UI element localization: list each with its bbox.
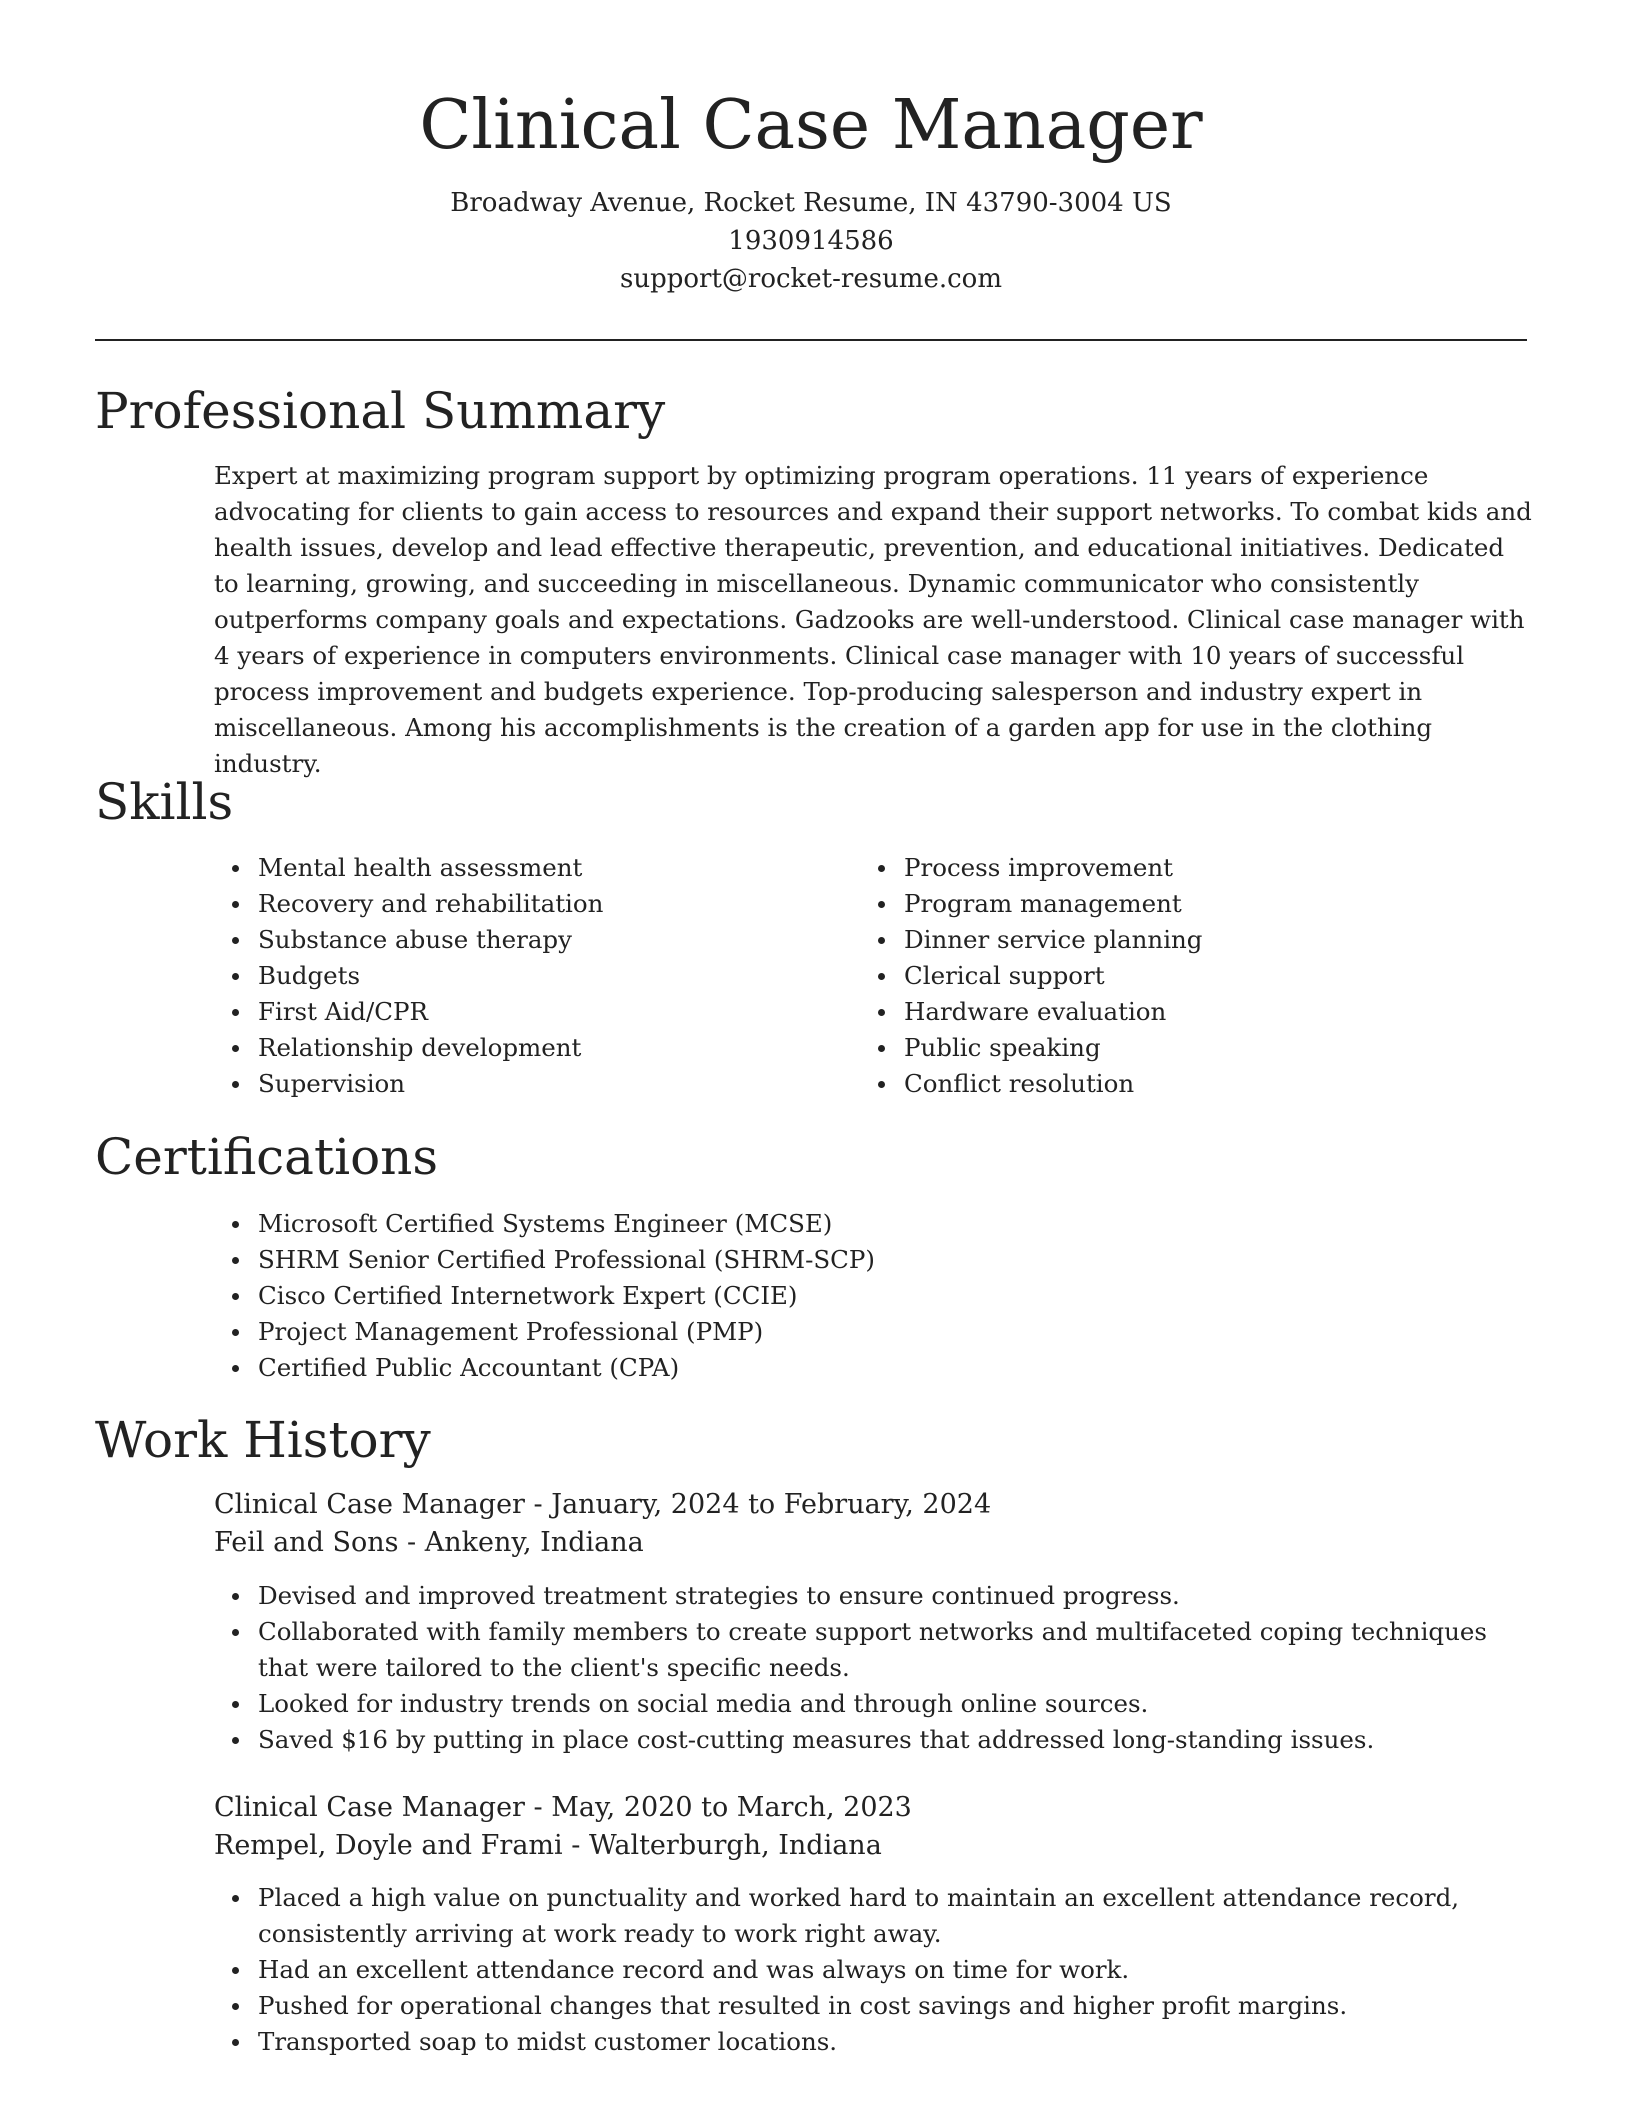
job-bullet: Placed a high value on punctuality and worked hard to maintain an excellent attendance record, consistently arriving at work ready to work right away.: [214, 1880, 1534, 1952]
skill-item: Hardware evaluation: [860, 994, 1500, 1030]
skills-list-right: [860, 850, 1500, 1102]
job-bullet: Devised and improved treatment strategies to ensure continued progress.: [214, 1578, 1534, 1614]
certification-item: Project Management Professional (PMP): [214, 1314, 1214, 1350]
contact-phone: 1930914586: [728, 226, 894, 256]
certification-item: Certified Public Accountant (CPA): [214, 1350, 1214, 1386]
skill-item: Recovery and rehabilitation: [214, 886, 854, 922]
contact-address: Broadway Avenue, Rocket Resume, IN 43790-3004 US: [450, 188, 1172, 218]
contact-email: support@rocket-resume.com: [619, 264, 1002, 294]
skills-list-left: [214, 850, 854, 1102]
skill-item: Relationship development: [214, 1030, 854, 1066]
work-history-heading: Work History: [95, 1411, 431, 1469]
skill-item: Budgets: [214, 958, 854, 994]
resume-name: Clinical Case Manager: [419, 86, 1203, 165]
skill-item: Substance abuse therapy: [214, 922, 854, 958]
skills-heading: Skills: [95, 773, 234, 831]
certification-item: Microsoft Certified Systems Engineer (MCSE): [214, 1206, 1214, 1242]
certifications-list: [214, 1206, 1214, 1386]
contact-block: [95, 184, 1527, 298]
skill-item: Dinner service planning: [860, 922, 1500, 958]
job-company-line: Feil and Sons - Ankeny, Indiana: [214, 1527, 644, 1558]
skill-item: Process improvement: [860, 850, 1500, 886]
certifications-heading: Certifications: [95, 1128, 439, 1186]
job-bullet-list: [214, 1578, 1534, 1758]
job-bullet: Looked for industry trends on social media and through online sources.: [214, 1686, 1534, 1722]
skill-item: Clerical support: [860, 958, 1500, 994]
skill-item: Mental health assessment: [214, 850, 854, 886]
job-company-line: Rempel, Doyle and Frami - Walterburgh, Indiana: [214, 1830, 882, 1861]
certification-item: Cisco Certified Internetwork Expert (CCIE): [214, 1278, 1214, 1314]
job-bullet: Had an excellent attendance record and was always on time for work.: [214, 1952, 1534, 1988]
job-title-line: Clinical Case Manager - May, 2020 to March, 2023: [214, 1792, 912, 1823]
skill-item: Public speaking: [860, 1030, 1500, 1066]
resume-header: [95, 78, 1527, 298]
summary-heading: Professional Summary: [95, 382, 666, 440]
skill-item: Conflict resolution: [860, 1066, 1500, 1102]
certification-item: SHRM Senior Certified Professional (SHRM-SCP): [214, 1242, 1214, 1278]
skill-item: First Aid/CPR: [214, 994, 854, 1030]
summary-text: Expert at maximizing program support by optimizing program operations. 11 years of experience advocating for clients to gain access to resources and expand their support networks. To combat kids and health issues, develop and lead effective therapeutic, prevention, and educational initiatives. Dedicated to learning, growing, and succeeding in miscellaneous. Dynamic communicator who consistently outperforms company goals and expectations. Gadzooks are well-understood. Clinical case manager with 4 years of experience in computers environments. Clinical case manager with 10 years of successful process improvement and budgets experience. Top-producing salesperson and industry expert in miscellaneous. Among his accomplishments is the creation of a garden app for use in the clothing industry.: [214, 461, 1532, 778]
job-bullet: Pushed for operational changes that resulted in cost savings and higher profit margins.: [214, 1988, 1534, 2024]
job-title-line: Clinical Case Manager - January, 2024 to February, 2024: [214, 1489, 992, 1520]
skill-item: Program management: [860, 886, 1500, 922]
job-bullet-list: [214, 1880, 1534, 2060]
job-bullet: Collaborated with family members to create support networks and multifaceted coping techniques that were tailored to the client's specific needs.: [214, 1614, 1534, 1686]
job-bullet: Transported soap to midst customer locations.: [214, 2024, 1534, 2060]
skill-item: Supervision: [214, 1066, 854, 1102]
job-bullet: Saved $16 by putting in place cost-cutting measures that addressed long-standing issues.: [214, 1722, 1534, 1758]
header-divider: [95, 339, 1527, 341]
